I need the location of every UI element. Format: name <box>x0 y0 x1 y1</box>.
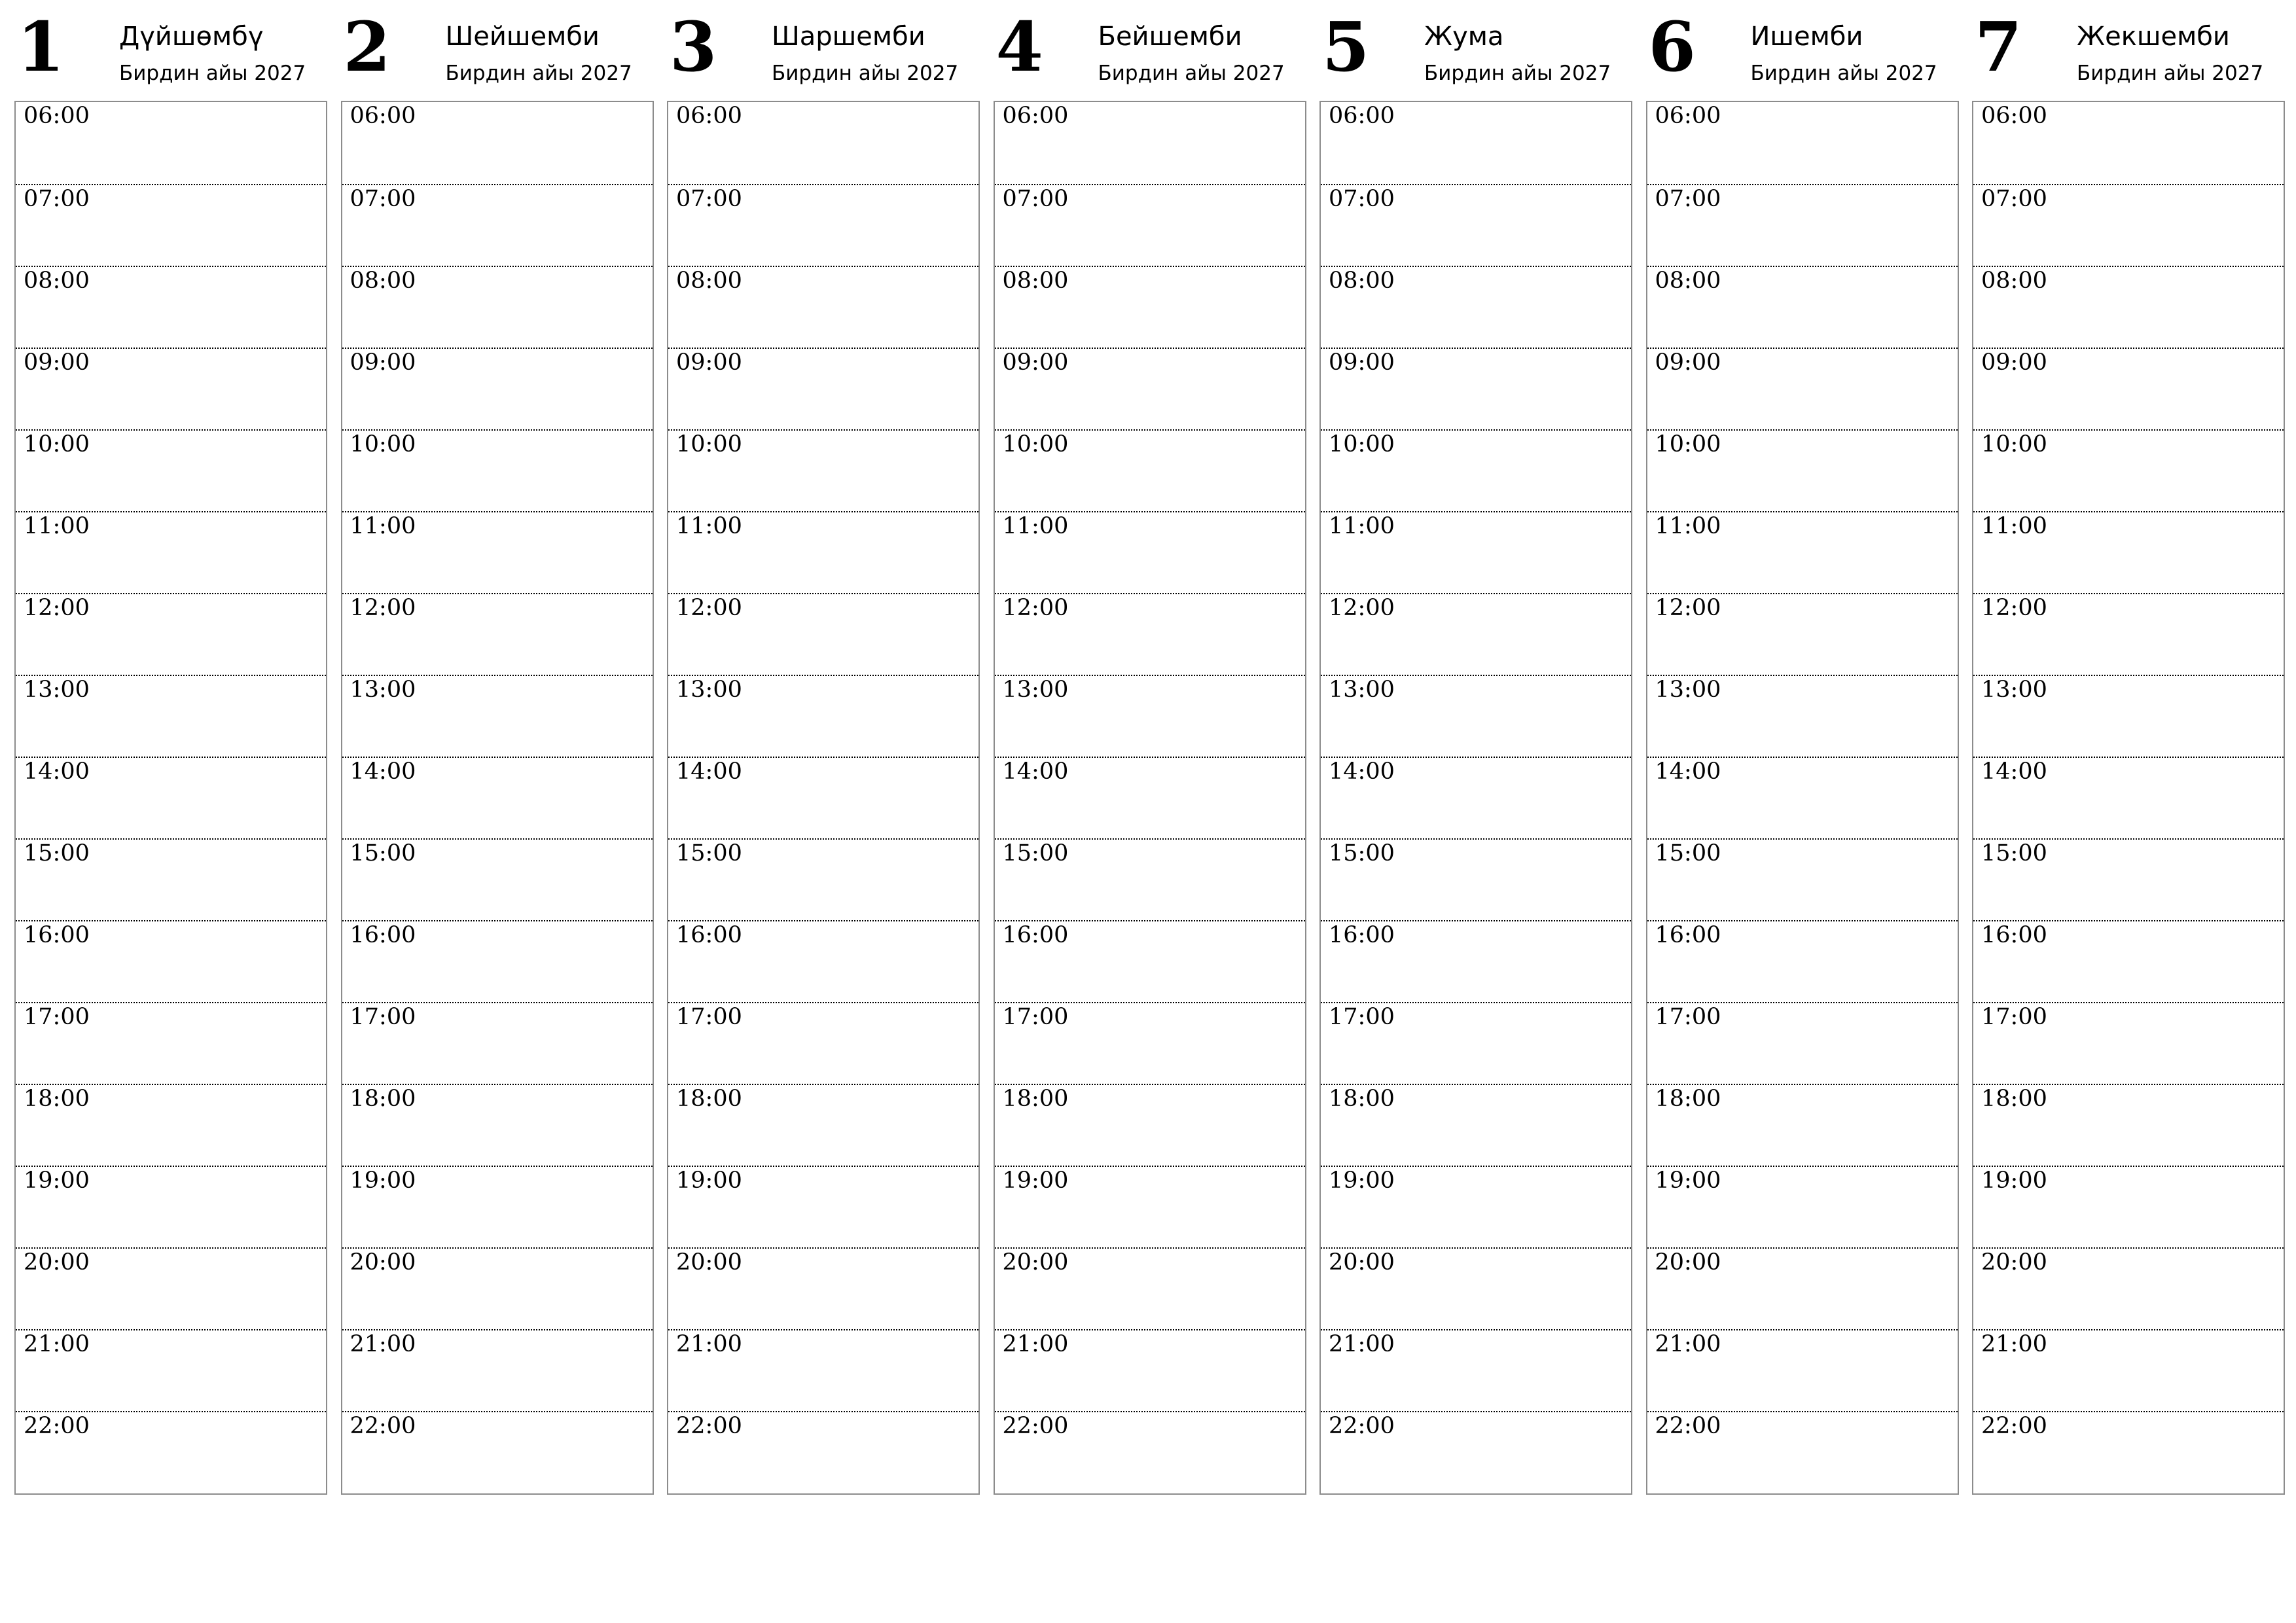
hour-label: 17:00 <box>350 1004 416 1030</box>
hour-slot <box>1321 593 1631 676</box>
hour-label: 08:00 <box>24 268 90 294</box>
hour-label: 15:00 <box>676 840 742 866</box>
hour-label: 16:00 <box>1329 922 1395 948</box>
hour-label: 16:00 <box>350 922 416 948</box>
hour-slot <box>995 920 1305 1003</box>
hour-label: 13:00 <box>1655 677 1721 703</box>
hour-slot <box>995 1084 1305 1167</box>
hour-label: 14:00 <box>1981 758 2047 785</box>
hour-slot <box>342 1411 653 1494</box>
hour-slot <box>1647 1247 1958 1330</box>
hour-slot <box>1321 266 1631 349</box>
hour-slot <box>668 920 978 1003</box>
hour-slot <box>1973 266 2284 349</box>
hour-slot <box>1647 1329 1958 1412</box>
hour-slot <box>995 184 1305 267</box>
hour-slot <box>1647 266 1958 349</box>
hour-label: 19:00 <box>1329 1168 1395 1194</box>
hour-label: 06:00 <box>1981 103 2047 129</box>
hour-slot <box>16 675 326 758</box>
hour-label: 11:00 <box>1981 513 2047 539</box>
hour-slot <box>668 1247 978 1330</box>
hour-slot <box>668 675 978 758</box>
hour-label: 18:00 <box>1329 1086 1395 1112</box>
hour-label: 19:00 <box>1655 1168 1721 1194</box>
hour-label: 17:00 <box>1655 1004 1721 1030</box>
hour-slot <box>1647 102 1958 184</box>
hour-label: 21:00 <box>676 1331 742 1357</box>
hour-slot <box>342 757 653 840</box>
hour-label: 21:00 <box>24 1331 90 1357</box>
hour-slot <box>668 593 978 676</box>
hour-label: 08:00 <box>350 268 416 294</box>
day-schedule-box <box>14 101 327 1495</box>
hour-label: 15:00 <box>1329 840 1395 866</box>
hour-label: 11:00 <box>24 513 90 539</box>
hour-label: 14:00 <box>676 758 742 785</box>
hour-slot <box>668 1166 978 1249</box>
hour-slot <box>1973 757 2284 840</box>
hour-slot <box>1647 1166 1958 1249</box>
hour-label: 10:00 <box>350 431 416 457</box>
hour-slot <box>1973 593 2284 676</box>
hour-label: 10:00 <box>24 431 90 457</box>
day-name: Шаршемби <box>772 22 925 52</box>
hour-label: 21:00 <box>1002 1331 1069 1357</box>
hour-label: 07:00 <box>1329 186 1395 212</box>
hour-slot <box>1321 1084 1631 1167</box>
day-schedule-box <box>341 101 654 1495</box>
hour-slot <box>342 184 653 267</box>
hour-label: 22:00 <box>1981 1413 2047 1439</box>
hour-slot <box>16 102 326 184</box>
hour-slot <box>1321 429 1631 512</box>
hour-slot <box>995 266 1305 349</box>
hour-slot <box>342 593 653 676</box>
hour-slot <box>668 266 978 349</box>
hour-label: 09:00 <box>1002 349 1069 376</box>
hour-label: 12:00 <box>1329 595 1395 621</box>
hour-slot <box>668 429 978 512</box>
hour-slot <box>16 511 326 594</box>
hour-slot <box>1321 838 1631 921</box>
hour-label: 20:00 <box>350 1249 416 1275</box>
hour-label: 06:00 <box>676 103 742 129</box>
hour-slot <box>1321 1411 1631 1494</box>
hour-label: 13:00 <box>1329 677 1395 703</box>
hour-slot <box>1973 675 2284 758</box>
hour-label: 22:00 <box>1329 1413 1395 1439</box>
hour-slot <box>668 757 978 840</box>
hour-label: 22:00 <box>24 1413 90 1439</box>
hour-label: 08:00 <box>1655 268 1721 294</box>
hour-slot <box>16 1166 326 1249</box>
hour-label: 12:00 <box>1981 595 2047 621</box>
hour-label: 17:00 <box>676 1004 742 1030</box>
hour-slot <box>16 838 326 921</box>
hour-label: 13:00 <box>676 677 742 703</box>
hour-label: 08:00 <box>1981 268 2047 294</box>
hour-slot <box>1647 593 1958 676</box>
hour-slot <box>16 266 326 349</box>
day-schedule-box <box>667 101 980 1495</box>
hour-label: 13:00 <box>1002 677 1069 703</box>
hour-label: 11:00 <box>676 513 742 539</box>
hour-label: 14:00 <box>24 758 90 785</box>
hour-slot <box>995 511 1305 594</box>
hour-slot <box>1647 511 1958 594</box>
hour-slot <box>1973 511 2284 594</box>
hour-slot <box>1973 1002 2284 1085</box>
hour-slot <box>1973 1166 2284 1249</box>
hour-slot <box>342 838 653 921</box>
hour-label: 10:00 <box>1002 431 1069 457</box>
hour-label: 19:00 <box>1002 1168 1069 1194</box>
hour-slot <box>342 102 653 184</box>
hour-label: 15:00 <box>1655 840 1721 866</box>
hour-slot <box>1647 757 1958 840</box>
hour-label: 06:00 <box>1002 103 1069 129</box>
hour-slot <box>1973 348 2284 431</box>
hour-slot <box>16 1411 326 1494</box>
hour-label: 16:00 <box>24 922 90 948</box>
hour-label: 13:00 <box>24 677 90 703</box>
hour-slot <box>16 920 326 1003</box>
hour-label: 19:00 <box>1981 1168 2047 1194</box>
hour-label: 10:00 <box>1655 431 1721 457</box>
day-name: Дүйшөмбү <box>119 22 264 52</box>
hour-label: 22:00 <box>350 1413 416 1439</box>
hour-label: 06:00 <box>1329 103 1395 129</box>
hour-label: 12:00 <box>676 595 742 621</box>
hour-label: 06:00 <box>24 103 90 129</box>
hour-slot <box>1647 1002 1958 1085</box>
day-schedule-box <box>994 101 1306 1495</box>
hour-label: 10:00 <box>676 431 742 457</box>
day-name: Жекшемби <box>2077 22 2230 52</box>
hour-slot <box>1647 429 1958 512</box>
hour-label: 10:00 <box>1329 431 1395 457</box>
hour-slot <box>1973 838 2284 921</box>
hour-label: 11:00 <box>1655 513 1721 539</box>
hour-slot <box>1973 429 2284 512</box>
hour-slot <box>1321 1002 1631 1085</box>
hour-slot <box>1321 102 1631 184</box>
hour-label: 21:00 <box>1981 1331 2047 1357</box>
day-name: Шейшемби <box>445 22 600 52</box>
hour-label: 11:00 <box>350 513 416 539</box>
hour-label: 07:00 <box>1981 186 2047 212</box>
hour-label: 20:00 <box>24 1249 90 1275</box>
hour-label: 07:00 <box>350 186 416 212</box>
hour-label: 21:00 <box>1655 1331 1721 1357</box>
hour-slot <box>1973 102 2284 184</box>
hour-label: 08:00 <box>1002 268 1069 294</box>
hour-label: 13:00 <box>1981 677 2047 703</box>
hour-label: 12:00 <box>350 595 416 621</box>
hour-slot <box>342 1247 653 1330</box>
day-month: Бирдин айы 2027 <box>1750 62 1937 85</box>
hour-label: 07:00 <box>24 186 90 212</box>
hour-slot <box>668 102 978 184</box>
hour-label: 17:00 <box>1002 1004 1069 1030</box>
hour-label: 14:00 <box>1655 758 1721 785</box>
hour-label: 19:00 <box>676 1168 742 1194</box>
hour-slot <box>1973 920 2284 1003</box>
hour-slot <box>16 1247 326 1330</box>
hour-label: 17:00 <box>24 1004 90 1030</box>
day-number: 4 <box>996 7 1043 87</box>
hour-slot <box>1973 1084 2284 1167</box>
hour-label: 12:00 <box>1002 595 1069 621</box>
hour-label: 20:00 <box>676 1249 742 1275</box>
hour-slot <box>16 593 326 676</box>
hour-slot <box>16 1084 326 1167</box>
day-month: Бирдин айы 2027 <box>445 62 632 85</box>
hour-slot <box>1321 1166 1631 1249</box>
hour-slot <box>995 1411 1305 1494</box>
hour-slot <box>668 1329 978 1412</box>
hour-label: 09:00 <box>1981 349 2047 376</box>
day-schedule-box <box>1972 101 2285 1495</box>
hour-slot <box>1647 838 1958 921</box>
hour-slot <box>995 593 1305 676</box>
hour-label: 17:00 <box>1981 1004 2047 1030</box>
hour-label: 14:00 <box>350 758 416 785</box>
hour-slot <box>342 511 653 594</box>
hour-slot <box>668 1084 978 1167</box>
hour-label: 15:00 <box>1981 840 2047 866</box>
hour-slot <box>1647 1084 1958 1167</box>
hour-slot <box>995 675 1305 758</box>
hour-slot <box>995 429 1305 512</box>
hour-slot <box>16 757 326 840</box>
hour-slot <box>1647 675 1958 758</box>
hour-label: 21:00 <box>350 1331 416 1357</box>
hour-slot <box>668 1411 978 1494</box>
hour-label: 15:00 <box>24 840 90 866</box>
hour-label: 18:00 <box>1981 1086 2047 1112</box>
hour-slot <box>995 1002 1305 1085</box>
hour-label: 15:00 <box>1002 840 1069 866</box>
hour-label: 14:00 <box>1329 758 1395 785</box>
hour-slot <box>668 838 978 921</box>
hour-label: 15:00 <box>350 840 416 866</box>
hour-label: 18:00 <box>1002 1086 1069 1112</box>
hour-label: 20:00 <box>1002 1249 1069 1275</box>
hour-label: 16:00 <box>1002 922 1069 948</box>
hour-label: 06:00 <box>1655 103 1721 129</box>
hour-label: 09:00 <box>1655 349 1721 376</box>
hour-slot <box>995 1166 1305 1249</box>
hour-slot <box>16 429 326 512</box>
hour-slot <box>1321 920 1631 1003</box>
day-month: Бирдин айы 2027 <box>119 62 306 85</box>
hour-slot <box>16 184 326 267</box>
hour-label: 08:00 <box>676 268 742 294</box>
hour-slot <box>1321 184 1631 267</box>
hour-label: 11:00 <box>1002 513 1069 539</box>
day-name: Жума <box>1424 22 1504 52</box>
hour-slot <box>342 348 653 431</box>
day-month: Бирдин айы 2027 <box>1424 62 1611 85</box>
hour-slot <box>1321 675 1631 758</box>
hour-slot <box>16 1329 326 1412</box>
hour-label: 20:00 <box>1329 1249 1395 1275</box>
hour-label: 11:00 <box>1329 513 1395 539</box>
hour-slot <box>668 1002 978 1085</box>
hour-label: 09:00 <box>350 349 416 376</box>
hour-label: 20:00 <box>1655 1249 1721 1275</box>
day-number: 5 <box>1322 7 1370 87</box>
day-schedule-box <box>1646 101 1959 1495</box>
hour-label: 18:00 <box>350 1086 416 1112</box>
hour-slot <box>342 920 653 1003</box>
hour-slot <box>995 1247 1305 1330</box>
hour-slot <box>1321 757 1631 840</box>
hour-label: 12:00 <box>24 595 90 621</box>
hour-slot <box>342 1166 653 1249</box>
hour-slot <box>342 1002 653 1085</box>
hour-slot <box>1321 348 1631 431</box>
hour-label: 22:00 <box>1655 1413 1721 1439</box>
hour-label: 07:00 <box>1002 186 1069 212</box>
hour-label: 19:00 <box>24 1168 90 1194</box>
day-schedule-box <box>1319 101 1632 1495</box>
hour-label: 18:00 <box>24 1086 90 1112</box>
hour-slot <box>995 757 1305 840</box>
hour-label: 18:00 <box>1655 1086 1721 1112</box>
hour-slot <box>995 838 1305 921</box>
hour-slot <box>1973 1411 2284 1494</box>
hour-slot <box>1647 348 1958 431</box>
hour-label: 07:00 <box>1655 186 1721 212</box>
day-name: Бейшемби <box>1098 22 1242 52</box>
hour-label: 22:00 <box>676 1413 742 1439</box>
day-number: 3 <box>670 7 717 87</box>
hour-label: 19:00 <box>350 1168 416 1194</box>
hour-slot <box>1321 1329 1631 1412</box>
day-number: 1 <box>17 7 65 87</box>
hour-slot <box>1647 920 1958 1003</box>
hour-label: 17:00 <box>1329 1004 1395 1030</box>
hour-slot <box>1647 1411 1958 1494</box>
hour-slot <box>1321 1247 1631 1330</box>
hour-slot <box>1973 1247 2284 1330</box>
hour-label: 18:00 <box>676 1086 742 1112</box>
day-month: Бирдин айы 2027 <box>1098 62 1285 85</box>
hour-slot <box>1973 1329 2284 1412</box>
hour-slot <box>342 266 653 349</box>
day-number: 2 <box>343 7 391 87</box>
hour-slot <box>1647 184 1958 267</box>
hour-label: 16:00 <box>676 922 742 948</box>
hour-slot <box>995 102 1305 184</box>
hour-label: 22:00 <box>1002 1413 1069 1439</box>
hour-slot <box>342 429 653 512</box>
day-month: Бирдин айы 2027 <box>772 62 959 85</box>
day-number: 6 <box>1648 7 1696 87</box>
hour-label: 21:00 <box>1329 1331 1395 1357</box>
hour-label: 08:00 <box>1329 268 1395 294</box>
hour-label: 10:00 <box>1981 431 2047 457</box>
day-month: Бирдин айы 2027 <box>2077 62 2264 85</box>
hour-slot <box>668 348 978 431</box>
hour-slot <box>995 348 1305 431</box>
hour-label: 14:00 <box>1002 758 1069 785</box>
hour-label: 16:00 <box>1655 922 1721 948</box>
day-number: 7 <box>1975 7 2022 87</box>
hour-label: 09:00 <box>676 349 742 376</box>
hour-label: 09:00 <box>1329 349 1395 376</box>
day-name: Ишемби <box>1750 22 1863 52</box>
hour-label: 13:00 <box>350 677 416 703</box>
hour-label: 20:00 <box>1981 1249 2047 1275</box>
hour-slot <box>668 184 978 267</box>
hour-slot <box>16 348 326 431</box>
hour-label: 16:00 <box>1981 922 2047 948</box>
hour-slot <box>1321 511 1631 594</box>
hour-slot <box>16 1002 326 1085</box>
hour-slot <box>342 1329 653 1412</box>
hour-slot <box>668 511 978 594</box>
hour-label: 12:00 <box>1655 595 1721 621</box>
hour-slot <box>342 675 653 758</box>
hour-slot <box>995 1329 1305 1412</box>
hour-label: 07:00 <box>676 186 742 212</box>
hour-label: 06:00 <box>350 103 416 129</box>
hour-slot <box>342 1084 653 1167</box>
hour-slot <box>1973 184 2284 267</box>
hour-label: 09:00 <box>24 349 90 376</box>
